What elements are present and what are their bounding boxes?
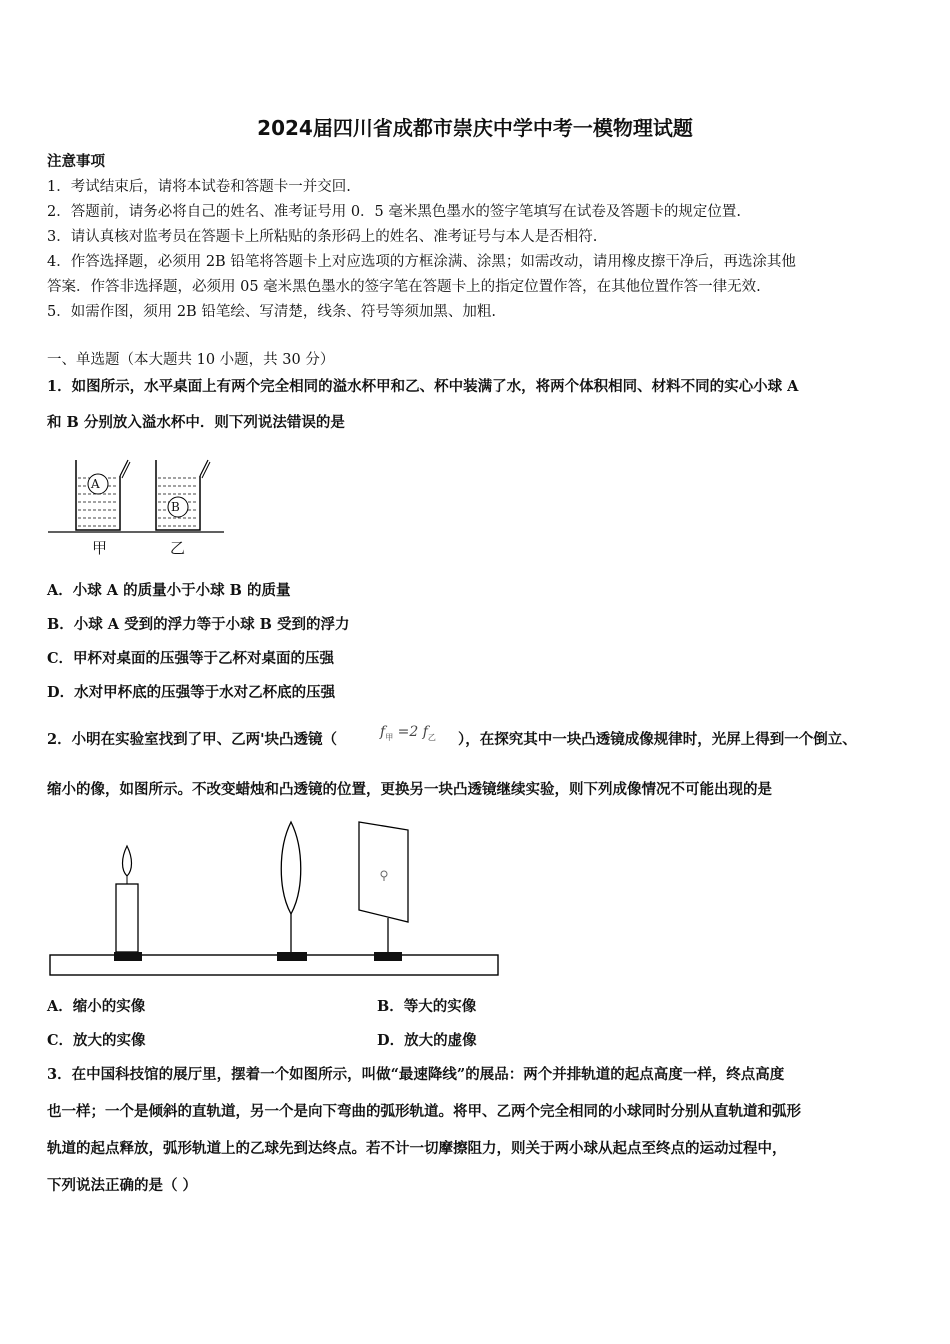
notice-item: 2．答题前，请务必将自己的姓名、准考证号用 0．5 毫米黑色墨水的签字笔填写在试卷及答题卡的规定位置. <box>47 204 741 220</box>
question-3-stem: 也一样；一个是倾斜的直轨道，另一个是向下弯曲的弧形轨道。将甲、乙两个完全相同的小球同时分别从直轨道和弧形 <box>47 1103 801 1120</box>
cup-label-jia: 甲 <box>92 539 108 557</box>
question-3-stem: 下列说法正确的是（ ） <box>47 1177 198 1194</box>
question-3-stem: 3．在中国科技馆的展厅里，摆着一个如图所示，叫做“最速降线”的展品：两个并排轨道的起点高度一样，终点高度 <box>47 1066 785 1083</box>
formula-mid: =2 <box>393 724 423 740</box>
lens-experiment-figure <box>48 818 508 978</box>
notice-item: 4．作答选择题，必须用 2B 铅笔将答题卡上对应选项的方框涂满、涂黑；如需改动，请用橡皮擦干净后，再选涂其他 <box>47 254 796 270</box>
question-1-stem: 1．如图所示，水平桌面上有两个完全相同的溢水杯甲和乙、杯中装满了水，将两个体积相同、材料不同的实心小球 A <box>47 378 799 395</box>
convex-lens <box>281 822 301 914</box>
question-2-option-d[interactable]: D．放大的虚像 <box>377 1032 477 1049</box>
question-1-option-b[interactable]: B．小球 A 受到的浮力等于小球 B 受到的浮力 <box>47 616 350 633</box>
notice-item: 5．如需作图，须用 2B 铅笔绘、写清楚，线条、符号等须加黑、加粗. <box>47 304 496 320</box>
question-2-stem-b: ），在探究其中一块凸透镜成像规律时，光屏上得到一个倒立、 <box>458 731 857 748</box>
section-heading: 一、单选题（本大题共 10 小题，共 30 分） <box>47 352 335 368</box>
light-screen <box>359 822 408 922</box>
notice-heading: 注意事项 <box>47 153 105 170</box>
question-1-option-c[interactable]: C．甲杯对桌面的压强等于乙杯对桌面的压强 <box>47 650 335 667</box>
flame <box>123 846 132 876</box>
question-2-stem-a: 2．小明在实验室找到了甲、乙两'块凸透镜（ <box>47 731 338 748</box>
question-2-option-b[interactable]: B．等大的实像 <box>377 998 477 1015</box>
notice-item: 3．请认真核对监考员在答题卡上所粘贴的条形码上的姓名、准考证号与本人是否相符. <box>47 229 598 245</box>
cup-label-yi: 乙 <box>170 539 186 557</box>
question-3-stem: 轨道的起点释放，弧形轨道上的乙球先到达终点。若不计一切摩擦阻力，则关于两小球从起点至终点的运动过程中， <box>47 1140 787 1157</box>
page-title: 2024届四川省成都市崇庆中学中考一模物理试题 <box>257 116 693 140</box>
question-1-option-d[interactable]: D．水对甲杯底的压强等于水对乙杯底的压强 <box>47 684 336 701</box>
candle <box>116 884 138 952</box>
question-1-stem: 和 B 分别放入溢水杯中．则下列说法错误的是 <box>47 414 345 431</box>
formula-sub-yi: 乙 <box>427 732 436 742</box>
notice-item: 答案．作答非选择题，必须用 05 毫米黑色墨水的签字笔在答题卡上的指定位置作答，在其他位置作答一律无效. <box>47 279 761 295</box>
notice-item: 1．考试结束后，请将本试卷和答题卡一并交回. <box>47 179 351 195</box>
formula-f2: f <box>422 724 428 740</box>
formula-sub-jia: 甲 <box>385 732 394 742</box>
ball-b-label: B <box>171 500 180 514</box>
question-1-option-a[interactable]: A．小球 A 的质量小于小球 B 的质量 <box>47 582 291 599</box>
formula-f: f <box>380 724 386 740</box>
question-2-stem-line2: 缩小的像，如图所示。不改变蜡烛和凸透镜的位置，更换另一块凸透镜继续实验，则下列成像情况不可能出现的是 <box>47 781 772 798</box>
question-2-option-c[interactable]: C．放大的实像 <box>47 1032 146 1049</box>
ball-a-label: A <box>91 477 100 491</box>
overflow-cups-figure <box>48 456 228 556</box>
question-2-option-a[interactable]: A．缩小的实像 <box>47 998 146 1015</box>
focal-length-formula <box>380 722 436 748</box>
